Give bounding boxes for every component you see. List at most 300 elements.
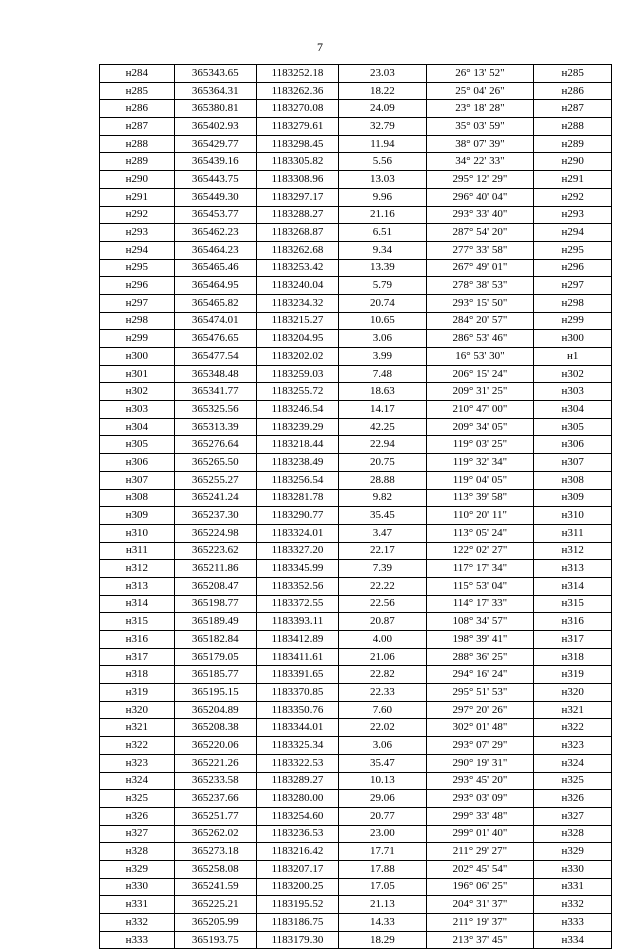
cell-coord-y: 1183308.96: [256, 171, 338, 189]
cell-coord-x: 365477.54: [174, 348, 256, 366]
table-row: [100, 294, 612, 312]
cell-distance: 20.87: [339, 613, 426, 631]
cell-point-from: н321: [100, 719, 175, 737]
cell-coord-y: 1183238.49: [256, 454, 338, 472]
cell-bearing: 288° 36' 25": [426, 648, 534, 666]
cell-coord-y: 1183305.82: [256, 153, 338, 171]
cell-point-from: н329: [100, 860, 175, 878]
cell-point-from: н313: [100, 577, 175, 595]
cell-point-from: н333: [100, 931, 175, 949]
coordinates-table: [99, 64, 612, 949]
cell-distance: 23.00: [339, 825, 426, 843]
cell-coord-y: 1183290.77: [256, 507, 338, 525]
cell-distance: 4.00: [339, 631, 426, 649]
cell-coord-y: 1183202.02: [256, 348, 338, 366]
cell-distance: 11.94: [339, 135, 426, 153]
cell-bearing: 209° 34' 05": [426, 418, 534, 436]
cell-coord-y: 1183253.42: [256, 259, 338, 277]
table-row: [100, 825, 612, 843]
cell-point-to: н294: [534, 224, 612, 242]
cell-coord-x: 365265.50: [174, 454, 256, 472]
table-row: [100, 790, 612, 808]
cell-point-to: н312: [534, 542, 612, 560]
cell-point-from: н292: [100, 206, 175, 224]
cell-coord-x: 365465.46: [174, 259, 256, 277]
cell-point-from: н300: [100, 348, 175, 366]
cell-bearing: 119° 04' 05": [426, 471, 534, 489]
table-row: [100, 224, 612, 242]
cell-coord-y: 1183256.54: [256, 471, 338, 489]
table-row: [100, 330, 612, 348]
cell-coord-y: 1183345.99: [256, 560, 338, 578]
table-row: [100, 914, 612, 932]
cell-distance: 24.09: [339, 100, 426, 118]
cell-distance: 17.05: [339, 878, 426, 896]
cell-point-from: н288: [100, 135, 175, 153]
cell-coord-x: 365189.49: [174, 613, 256, 631]
cell-coord-y: 1183298.45: [256, 135, 338, 153]
cell-bearing: 209° 31' 25": [426, 383, 534, 401]
cell-point-from: н298: [100, 312, 175, 330]
cell-coord-x: 365241.24: [174, 489, 256, 507]
cell-point-to: н291: [534, 171, 612, 189]
cell-point-from: н295: [100, 259, 175, 277]
table-row: [100, 719, 612, 737]
cell-coord-x: 365220.06: [174, 737, 256, 755]
cell-distance: 10.13: [339, 772, 426, 790]
cell-distance: 13.39: [339, 259, 426, 277]
cell-point-from: н328: [100, 843, 175, 861]
cell-point-to: н333: [534, 914, 612, 932]
cell-bearing: 299° 01' 40": [426, 825, 534, 843]
cell-distance: 5.56: [339, 153, 426, 171]
cell-coord-y: 1183262.36: [256, 82, 338, 100]
cell-point-from: н314: [100, 595, 175, 613]
table-row: [100, 542, 612, 560]
table-row: [100, 471, 612, 489]
cell-point-to: н305: [534, 418, 612, 436]
cell-point-to: н293: [534, 206, 612, 224]
table-row: [100, 188, 612, 206]
cell-point-from: н331: [100, 896, 175, 914]
cell-point-from: н311: [100, 542, 175, 560]
cell-distance: 28.88: [339, 471, 426, 489]
table-row: [100, 507, 612, 525]
cell-point-from: н323: [100, 754, 175, 772]
cell-point-from: н306: [100, 454, 175, 472]
table-row: [100, 931, 612, 949]
cell-distance: 17.71: [339, 843, 426, 861]
cell-point-from: н286: [100, 100, 175, 118]
cell-distance: 22.56: [339, 595, 426, 613]
cell-distance: 22.33: [339, 684, 426, 702]
table-row: [100, 648, 612, 666]
cell-point-to: н322: [534, 719, 612, 737]
cell-bearing: 119° 03' 25": [426, 436, 534, 454]
cell-point-from: н322: [100, 737, 175, 755]
cell-coord-y: 1183288.27: [256, 206, 338, 224]
table-row: [100, 365, 612, 383]
cell-coord-x: 365313.39: [174, 418, 256, 436]
table-row: [100, 100, 612, 118]
cell-distance: 20.77: [339, 807, 426, 825]
cell-point-to: н319: [534, 666, 612, 684]
cell-coord-y: 1183200.25: [256, 878, 338, 896]
cell-coord-x: 365476.65: [174, 330, 256, 348]
cell-coord-x: 365348.48: [174, 365, 256, 383]
cell-distance: 14.33: [339, 914, 426, 932]
cell-bearing: 25° 04' 26": [426, 82, 534, 100]
cell-coord-y: 1183239.29: [256, 418, 338, 436]
cell-coord-y: 1183411.61: [256, 648, 338, 666]
table-row: [100, 737, 612, 755]
cell-bearing: 206° 15' 24": [426, 365, 534, 383]
cell-point-from: н307: [100, 471, 175, 489]
cell-point-to: н313: [534, 560, 612, 578]
cell-distance: 7.48: [339, 365, 426, 383]
cell-point-from: н303: [100, 401, 175, 419]
table-row: [100, 860, 612, 878]
cell-coord-y: 1183324.01: [256, 524, 338, 542]
cell-bearing: 284° 20' 57": [426, 312, 534, 330]
cell-coord-x: 365193.75: [174, 931, 256, 949]
cell-coord-x: 365465.82: [174, 294, 256, 312]
cell-distance: 32.79: [339, 118, 426, 136]
cell-bearing: 267° 49' 01": [426, 259, 534, 277]
cell-coord-x: 365204.89: [174, 701, 256, 719]
cell-coord-x: 365208.38: [174, 719, 256, 737]
cell-coord-x: 365223.62: [174, 542, 256, 560]
cell-distance: 23.03: [339, 65, 426, 83]
cell-point-to: н332: [534, 896, 612, 914]
cell-coord-x: 365443.75: [174, 171, 256, 189]
cell-bearing: 202° 45' 54": [426, 860, 534, 878]
table-row: [100, 560, 612, 578]
cell-coord-x: 365464.95: [174, 277, 256, 295]
table-row: [100, 454, 612, 472]
cell-coord-x: 365225.21: [174, 896, 256, 914]
cell-coord-y: 1183325.34: [256, 737, 338, 755]
cell-coord-y: 1183327.20: [256, 542, 338, 560]
cell-point-from: н299: [100, 330, 175, 348]
cell-coord-y: 1183236.53: [256, 825, 338, 843]
cell-coord-x: 365462.23: [174, 224, 256, 242]
cell-coord-y: 1183372.55: [256, 595, 338, 613]
cell-point-to: н314: [534, 577, 612, 595]
cell-coord-y: 1183297.17: [256, 188, 338, 206]
table-row: [100, 436, 612, 454]
coordinates-table-body: [100, 65, 612, 949]
cell-bearing: 293° 33' 40": [426, 206, 534, 224]
cell-coord-x: 365221.26: [174, 754, 256, 772]
cell-distance: 9.96: [339, 188, 426, 206]
cell-coord-x: 365182.84: [174, 631, 256, 649]
cell-coord-y: 1183255.72: [256, 383, 338, 401]
cell-point-to: н304: [534, 401, 612, 419]
cell-coord-y: 1183186.75: [256, 914, 338, 932]
cell-bearing: 211° 19' 37": [426, 914, 534, 932]
cell-point-from: н284: [100, 65, 175, 83]
cell-bearing: 114° 17' 33": [426, 595, 534, 613]
cell-bearing: 293° 15' 50": [426, 294, 534, 312]
cell-coord-x: 365464.23: [174, 241, 256, 259]
cell-point-to: н330: [534, 860, 612, 878]
cell-point-from: н316: [100, 631, 175, 649]
cell-distance: 9.82: [339, 489, 426, 507]
cell-coord-y: 1183279.61: [256, 118, 338, 136]
table-row: [100, 613, 612, 631]
cell-coord-y: 1183281.78: [256, 489, 338, 507]
cell-point-to: н308: [534, 471, 612, 489]
table-row: [100, 577, 612, 595]
cell-point-from: н310: [100, 524, 175, 542]
cell-coord-y: 1183322.53: [256, 754, 338, 772]
cell-distance: 3.99: [339, 348, 426, 366]
cell-point-to: н289: [534, 135, 612, 153]
cell-point-to: н1: [534, 348, 612, 366]
cell-point-from: н285: [100, 82, 175, 100]
cell-distance: 18.29: [339, 931, 426, 949]
cell-point-to: н327: [534, 807, 612, 825]
cell-point-to: н329: [534, 843, 612, 861]
table-row: [100, 684, 612, 702]
cell-point-from: н325: [100, 790, 175, 808]
table-row: [100, 135, 612, 153]
table-row: [100, 595, 612, 613]
cell-bearing: 213° 37' 45": [426, 931, 534, 949]
table-row: [100, 82, 612, 100]
cell-coord-y: 1183412.89: [256, 631, 338, 649]
cell-bearing: 113° 39' 58": [426, 489, 534, 507]
cell-bearing: 115° 53' 04": [426, 577, 534, 595]
cell-coord-y: 1183370.85: [256, 684, 338, 702]
cell-point-to: н292: [534, 188, 612, 206]
cell-bearing: 210° 47' 00": [426, 401, 534, 419]
cell-bearing: 23° 18' 28": [426, 100, 534, 118]
cell-bearing: 302° 01' 48": [426, 719, 534, 737]
cell-coord-y: 1183262.68: [256, 241, 338, 259]
cell-coord-x: 365402.93: [174, 118, 256, 136]
cell-distance: 18.22: [339, 82, 426, 100]
cell-distance: 22.02: [339, 719, 426, 737]
cell-distance: 22.94: [339, 436, 426, 454]
cell-point-from: н304: [100, 418, 175, 436]
cell-coord-y: 1183259.03: [256, 365, 338, 383]
cell-coord-x: 365380.81: [174, 100, 256, 118]
cell-coord-y: 1183216.42: [256, 843, 338, 861]
cell-point-from: н312: [100, 560, 175, 578]
cell-point-to: н309: [534, 489, 612, 507]
cell-bearing: 290° 19' 31": [426, 754, 534, 772]
cell-point-to: н299: [534, 312, 612, 330]
table-row: [100, 489, 612, 507]
cell-bearing: 286° 53' 46": [426, 330, 534, 348]
cell-distance: 3.06: [339, 330, 426, 348]
cell-distance: 5.79: [339, 277, 426, 295]
table-row: [100, 65, 612, 83]
cell-coord-y: 1183280.00: [256, 790, 338, 808]
cell-coord-y: 1183215.27: [256, 312, 338, 330]
cell-bearing: 278° 38' 53": [426, 277, 534, 295]
cell-bearing: 295° 51' 53": [426, 684, 534, 702]
cell-coord-x: 365474.01: [174, 312, 256, 330]
cell-distance: 21.13: [339, 896, 426, 914]
cell-coord-x: 365262.02: [174, 825, 256, 843]
cell-point-to: н298: [534, 294, 612, 312]
table-row: [100, 277, 612, 295]
table-row: [100, 754, 612, 772]
table-row: [100, 772, 612, 790]
cell-point-from: н320: [100, 701, 175, 719]
cell-coord-x: 365185.77: [174, 666, 256, 684]
cell-coord-x: 365341.77: [174, 383, 256, 401]
cell-coord-x: 365343.65: [174, 65, 256, 83]
cell-point-from: н294: [100, 241, 175, 259]
cell-coord-y: 1183240.04: [256, 277, 338, 295]
cell-coord-x: 365198.77: [174, 595, 256, 613]
cell-distance: 7.39: [339, 560, 426, 578]
cell-coord-y: 1183350.76: [256, 701, 338, 719]
table-row: [100, 259, 612, 277]
cell-point-to: н311: [534, 524, 612, 542]
cell-point-to: н316: [534, 613, 612, 631]
cell-distance: 21.16: [339, 206, 426, 224]
cell-coord-x: 365237.66: [174, 790, 256, 808]
cell-distance: 6.51: [339, 224, 426, 242]
cell-bearing: 34° 22' 33": [426, 153, 534, 171]
cell-point-from: н289: [100, 153, 175, 171]
cell-point-to: н328: [534, 825, 612, 843]
cell-point-to: н296: [534, 259, 612, 277]
table-row: [100, 631, 612, 649]
cell-point-from: н319: [100, 684, 175, 702]
table-row: [100, 807, 612, 825]
cell-distance: 22.17: [339, 542, 426, 560]
cell-coord-x: 365211.86: [174, 560, 256, 578]
cell-distance: 42.25: [339, 418, 426, 436]
cell-distance: 13.03: [339, 171, 426, 189]
cell-distance: 17.88: [339, 860, 426, 878]
cell-bearing: 110° 20' 11": [426, 507, 534, 525]
cell-point-from: н332: [100, 914, 175, 932]
cell-distance: 20.74: [339, 294, 426, 312]
cell-coord-y: 1183270.08: [256, 100, 338, 118]
cell-coord-y: 1183344.01: [256, 719, 338, 737]
cell-distance: 22.82: [339, 666, 426, 684]
cell-bearing: 113° 05' 24": [426, 524, 534, 542]
cell-distance: 22.22: [339, 577, 426, 595]
cell-bearing: 299° 33' 48": [426, 807, 534, 825]
cell-point-to: н323: [534, 737, 612, 755]
cell-bearing: 26° 13' 52": [426, 65, 534, 83]
cell-point-from: н305: [100, 436, 175, 454]
cell-point-from: н296: [100, 277, 175, 295]
cell-coord-x: 365429.77: [174, 135, 256, 153]
cell-bearing: 211° 29' 27": [426, 843, 534, 861]
cell-coord-y: 1183246.54: [256, 401, 338, 419]
cell-point-to: н287: [534, 100, 612, 118]
cell-distance: 14.17: [339, 401, 426, 419]
cell-coord-x: 365237.30: [174, 507, 256, 525]
cell-coord-x: 365233.58: [174, 772, 256, 790]
cell-distance: 21.06: [339, 648, 426, 666]
cell-point-from: н309: [100, 507, 175, 525]
table-row: [100, 206, 612, 224]
cell-point-to: н285: [534, 65, 612, 83]
cell-bearing: 122° 02' 27": [426, 542, 534, 560]
cell-coord-x: 365224.98: [174, 524, 256, 542]
cell-bearing: 297° 20' 26": [426, 701, 534, 719]
cell-coord-y: 1183234.32: [256, 294, 338, 312]
cell-point-from: н327: [100, 825, 175, 843]
cell-point-from: н318: [100, 666, 175, 684]
cell-distance: 9.34: [339, 241, 426, 259]
cell-coord-x: 365364.31: [174, 82, 256, 100]
cell-coord-x: 365195.15: [174, 684, 256, 702]
cell-point-from: н297: [100, 294, 175, 312]
cell-distance: 3.47: [339, 524, 426, 542]
cell-coord-y: 1183179.30: [256, 931, 338, 949]
cell-coord-x: 365439.16: [174, 153, 256, 171]
cell-coord-x: 365251.77: [174, 807, 256, 825]
cell-point-from: н302: [100, 383, 175, 401]
page-number: 7: [317, 40, 323, 54]
table-row: [100, 878, 612, 896]
cell-point-to: н331: [534, 878, 612, 896]
cell-distance: 10.65: [339, 312, 426, 330]
cell-coord-x: 365325.56: [174, 401, 256, 419]
cell-bearing: 293° 03' 09": [426, 790, 534, 808]
cell-point-to: н321: [534, 701, 612, 719]
cell-point-from: н287: [100, 118, 175, 136]
cell-point-to: н324: [534, 754, 612, 772]
table-row: [100, 312, 612, 330]
cell-coord-y: 1183204.95: [256, 330, 338, 348]
cell-point-to: н300: [534, 330, 612, 348]
cell-bearing: 277° 33' 58": [426, 241, 534, 259]
cell-distance: 7.60: [339, 701, 426, 719]
cell-coord-x: 365258.08: [174, 860, 256, 878]
cell-point-to: н303: [534, 383, 612, 401]
cell-coord-x: 365453.77: [174, 206, 256, 224]
cell-point-to: н310: [534, 507, 612, 525]
cell-bearing: 204° 31' 37": [426, 896, 534, 914]
table-row: [100, 153, 612, 171]
cell-point-from: н326: [100, 807, 175, 825]
table-row: [100, 843, 612, 861]
cell-coord-y: 1183218.44: [256, 436, 338, 454]
cell-point-to: н320: [534, 684, 612, 702]
cell-coord-y: 1183207.17: [256, 860, 338, 878]
table-row: [100, 524, 612, 542]
cell-bearing: 38° 07' 39": [426, 135, 534, 153]
cell-bearing: 293° 45' 20": [426, 772, 534, 790]
cell-bearing: 16° 53' 30": [426, 348, 534, 366]
cell-bearing: 296° 40' 04": [426, 188, 534, 206]
table-row: [100, 666, 612, 684]
cell-distance: 20.75: [339, 454, 426, 472]
cell-coord-x: 365273.18: [174, 843, 256, 861]
cell-bearing: 198° 39' 41": [426, 631, 534, 649]
cell-distance: 35.47: [339, 754, 426, 772]
cell-point-to: н302: [534, 365, 612, 383]
table-row: [100, 348, 612, 366]
table-row: [100, 171, 612, 189]
cell-bearing: 294° 16' 24": [426, 666, 534, 684]
table-row: [100, 418, 612, 436]
cell-point-to: н290: [534, 153, 612, 171]
cell-point-to: н306: [534, 436, 612, 454]
